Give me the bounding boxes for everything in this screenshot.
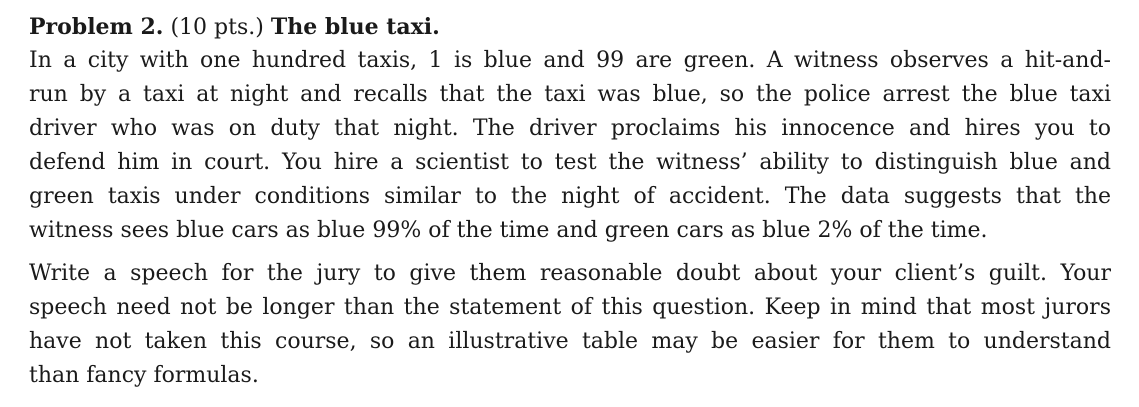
- paragraph-gap: [29, 248, 1111, 257]
- text-line: driver who was on duty that night. The driver proclaims his innocence and hires you to: [29, 116, 1111, 141]
- text-line: In a city with one hundred taxis, 1 is blue and 99 are green. A witness observes a hit-and-: [29, 48, 1111, 73]
- text-line: than fancy formulas.: [29, 363, 259, 388]
- text-line: run by a taxi at night and recalls that the taxi was blue, so the police arrest the blue taxi: [29, 82, 1111, 107]
- task-instructions-paragraph: [29, 257, 1111, 393]
- text-line: green taxis under conditions similar to the night of accident. The data suggests that the: [29, 184, 1111, 209]
- problem-title: The blue taxi.: [270, 14, 440, 40]
- text-line: witness sees blue cars as blue 99% of the time and green cars as blue 2% of the time.: [29, 218, 988, 243]
- text-line: have not taken this course, so an illustrative table may be easier for them to understand: [29, 329, 1111, 354]
- problem-heading: [29, 10, 1111, 44]
- text-line: Write a speech for the jury to give them reasonable doubt about your client’s guilt. Your: [29, 261, 1111, 286]
- problem-statement-paragraph: [29, 44, 1111, 248]
- problem-label: Problem 2.: [29, 14, 164, 40]
- text-line: defend him in court. You hire a scientist to test the witness’ ability to distinguish blue and: [29, 150, 1111, 175]
- problem-document: [29, 10, 1111, 393]
- text-line: speech need not be longer than the statement of this question. Keep in mind that most jurors: [29, 295, 1111, 320]
- problem-points: (10 pts.): [170, 15, 264, 40]
